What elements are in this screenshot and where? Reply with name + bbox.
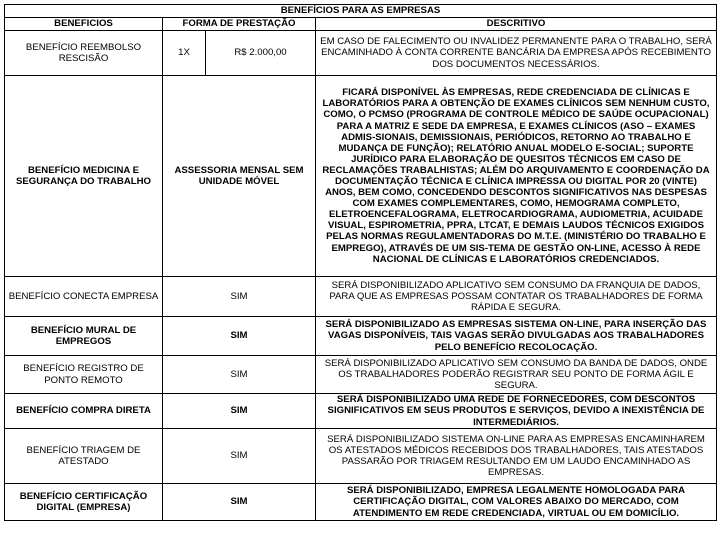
descritivo-cell: SERÁ DISPONIBILIZADO SISTEMA ON-LINE PARA AS EMPRESAS ENCAMINHAREM OS ATESTADOS MÉDICOS RECEBIDOS DOS TRABALHADORES, TAIS ATESTADOS PASSARÃO POR TRIAGEM RESULTANDO EM UM LAUDO ENCAMINHADO AS EMPRESAS.: [316, 429, 717, 484]
benefits-table: [4, 4, 717, 521]
valor-cell: R$ 2.000,00: [206, 31, 316, 76]
forma-cell: ASSESSORIA MENSAL SEM UNIDADE MÓVEL: [163, 76, 316, 277]
table-header-row: [5, 18, 717, 31]
beneficio-cell: BENEFÍCIO COMPRA DIRETA: [5, 394, 163, 429]
descritivo-cell: SERÁ DISPONIBILIZADO APLICATIVO SEM CONSUMO DA FRANQUIA DE DADOS, PARA QUE AS EMPRESAS POSSAM CONTATAR OS TRABALHADORES DE FORMA RÁPIDA E SEGURA.: [316, 277, 717, 317]
table-row: [5, 76, 717, 277]
table-row: [5, 394, 717, 429]
table-row: [5, 277, 717, 317]
header-descritivo: DESCRITIVO: [316, 18, 717, 31]
descritivo-cell: SERÁ DISPONIBILIZADO UMA REDE DE FORNECEDORES, COM DESCONTOS SIGNIFICATIVOS EM SEUS PRODUTOS E SERVIÇOS, DEVIDO A INEXISTÊNCIA DE INTERMEDIÁRIOS.: [316, 394, 717, 429]
table-title-row: [5, 5, 717, 18]
descritivo-cell: FICARÁ DISPONÍVEL ÀS EMPRESAS, REDE CREDENCIADA DE CLÍNICAS E LABORATÓRIOS PARA A OBTENÇÃO DE EXAMES CLÍNICOS SEM NENHUM CUSTO, COMO, O PCMSO (PROGRAMA DE CONTROLE MÉDICO DE SAÚDE OCUPACIONAL) PARA A MATRIZ E SEDE DA EMPRESA, E EXAMES CLÍNICOS (ASO – EXAMES ADMIS-SIONAIS, DEMISSIONAIS, PERIÓDICOS, RETORNO AO TRABALHO E MUDANÇA DE FUNÇÃO); RELATÓRIO ANUAL MODELO E-SOCIAL; SUPORTE JURÍDICO PARA ELABORAÇÃO DE QUESITOS TÉCNICOS EM CASO DE RECLAMAÇÕES TRABALHISTAS; ALÉM DO ARQUIVAMENTO E COORDENAÇÃO DA DOCUMENTAÇÃO TÉCNICA E CLÍNICA IMPRESSA OU DIGITAL POR 20 (VINTE) ANOS, BEM COMO, CONCEDENDO DESCONTOS SIGNIFICATIVOS NAS DESPESAS COM EXAMES COMPLEMENTARES, COMO, HEMOGRAMA COMPLETO, ELETROENCEFALOGRAMA, ELETROCARDIOGRAMA, AUDIOMETRIA, ACUIDADE VISUAL, ESPIROMETRIA, PPRA, LTCAT, E DEMAIS LAUDOS TÉCNICOS EXIGIDOS PELAS NORMAS REGULAMENTADORAS DO M.T.E. (MINISTÉRIO DO TRABALHO E EMPREGO), ATRAVÉS DE UM SIS-TEMA DE GESTÃO ON-LINE, ACESSO À REDE NACIONAL DE CLÍNICAS E LABORATÓRIOS CREDENCIADOS.: [316, 76, 717, 277]
descritivo-cell: SERÁ DISPONIBILIZADO APLICATIVO SEM CONSUMO DA BANDA DE DADOS, ONDE OS TRABALHADORES PODERÃO REGISTRAR SEU PONTO DE FORMA ÁGIL E SEGURA.: [316, 356, 717, 394]
beneficio-cell: BENEFÍCIO TRIAGEM DE ATESTADO: [5, 429, 163, 484]
descritivo-cell: SERÁ DISPONIBILIZADO AS EMPRESAS SISTEMA ON-LINE, PARA INSERÇÃO DAS VAGAS DISPONÍVEIS, TAIS VAGAS SERÃO DIVULGADAS AOS TRABALHADORES PELO BENEFÍCIO RECOLOCAÇÃO.: [316, 317, 717, 356]
header-beneficios: BENEFICIOS: [5, 18, 163, 31]
beneficio-cell: BENEFÍCIO REGISTRO DE PONTO REMOTO: [5, 356, 163, 394]
table-row: [5, 31, 717, 76]
table-row: [5, 356, 717, 394]
beneficio-cell: BENEFÍCIO REEMBOLSO RESCISÃO: [5, 31, 163, 76]
forma-cell: SIM: [163, 429, 316, 484]
forma-cell: SIM: [163, 394, 316, 429]
forma-cell: SIM: [163, 356, 316, 394]
descritivo-cell: SERÁ DISPONIBILIZADO, EMPRESA LEGALMENTE HOMOLOGADA PARA CERTIFICAÇÃO DIGITAL, COM VALORES ABAIXO DO MERCADO, COM ATENDIMENTO EM REDE CREDENCIADA, VIRTUAL OU EM DOMICÍLIO.: [316, 484, 717, 521]
beneficio-cell: BENEFÍCIO CONECTA EMPRESA: [5, 277, 163, 317]
table-row: [5, 484, 717, 521]
beneficio-cell: BENEFÍCIO MEDICINA E SEGURANÇA DO TRABALHO: [5, 76, 163, 277]
header-forma-de-prestacao: FORMA DE PRESTAÇÃO: [163, 18, 316, 31]
beneficio-cell: BENEFÍCIO CERTIFICAÇÃO DIGITAL (EMPRESA): [5, 484, 163, 521]
table-title: BENEFÍCIOS PARA AS EMPRESAS: [5, 5, 717, 18]
forma-cell: SIM: [163, 277, 316, 317]
descritivo-cell: EM CASO DE FALECIMENTO OU INVALIDEZ PERMANENTE PARA O TRABALHO, SERÁ ENCAMINHADO À CONTA CORRENTE BANCÁRIA DA EMPRESA APÓS RECEBIMENTO DOS DOCUMENTOS NECESSÁRIOS.: [316, 31, 717, 76]
beneficio-cell: BENEFÍCIO MURAL DE EMPREGOS: [5, 317, 163, 356]
forma-cell: SIM: [163, 317, 316, 356]
table-row: [5, 429, 717, 484]
table-row: [5, 317, 717, 356]
quantidade-cell: 1X: [163, 31, 206, 76]
forma-cell: SIM: [163, 484, 316, 521]
